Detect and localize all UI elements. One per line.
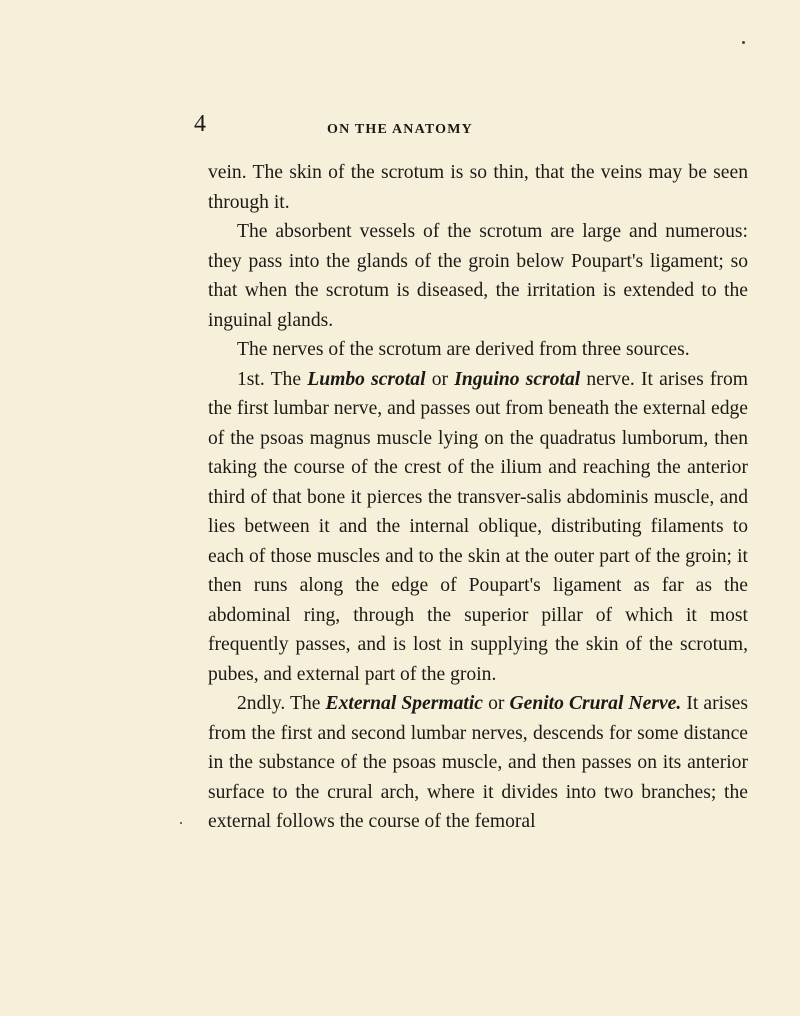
paragraph-body: nerve. It arises from the first lumbar nerve, and passes out from beneath the external edge of the psoas magnus muscle lying on the quadratus lumborum, then taking the course of the crest of the ilium and reaching the anterior third of that bone it pierces the transver-salis abdominis muscle, and lies between it and the internal oblique, distributing filaments to each of those muscles and to the skin at the outer part of the groin; it then runs along the edge of Poupart's ligament as far as the abdominal ring, through the superior pillar of which it most frequently passes, and is lost in supplying the skin of the scrotum, pubes, and external part of the groin.	[208, 368, 748, 685]
paragraph-nerves-intro: The nerves of the scrotum are derived from three sources.	[237, 339, 690, 360]
running-head: ON THE ANATOMY	[327, 122, 473, 137]
nerve-term: Genito Crural Nerve.	[509, 693, 682, 714]
paragraph-lead: 2ndly. The	[237, 693, 326, 714]
paragraph-external-spermatic-nerve	[208, 689, 748, 837]
page-speck	[180, 822, 182, 824]
paragraph-absorbent-vessels: The absorbent vessels of the scrotum are large and numerous: they pass into the glands of the groin below Poupart's ligament; so that when the scrotum is diseased, the irritation is extended to the inguinal glands.	[208, 221, 748, 331]
nerve-term: External Spermatic	[325, 693, 483, 714]
paragraph-lumbo-scrotal-nerve	[208, 365, 748, 690]
paragraph-connector: or	[425, 368, 455, 390]
nerve-term: Inguino scrotal	[454, 368, 581, 390]
body-text	[208, 158, 748, 837]
paragraph-continuation: vein. The skin of the scrotum is so thin, that the veins may be seen through it.	[208, 162, 748, 213]
page-speck	[742, 41, 745, 44]
page-number: 4	[194, 111, 206, 137]
paragraph-connector: or	[483, 693, 510, 714]
paragraph-body: It arises from the first and second lumbar nerves, descends for some distance in the substance of the psoas muscle, and then passes on its anterior surface to the crural arch, where it divides into two branches; the external follows the course of the femoral	[208, 693, 748, 832]
nerve-term: Lumbo scrotal	[307, 368, 426, 390]
paragraph-lead: 1st. The	[237, 368, 308, 390]
